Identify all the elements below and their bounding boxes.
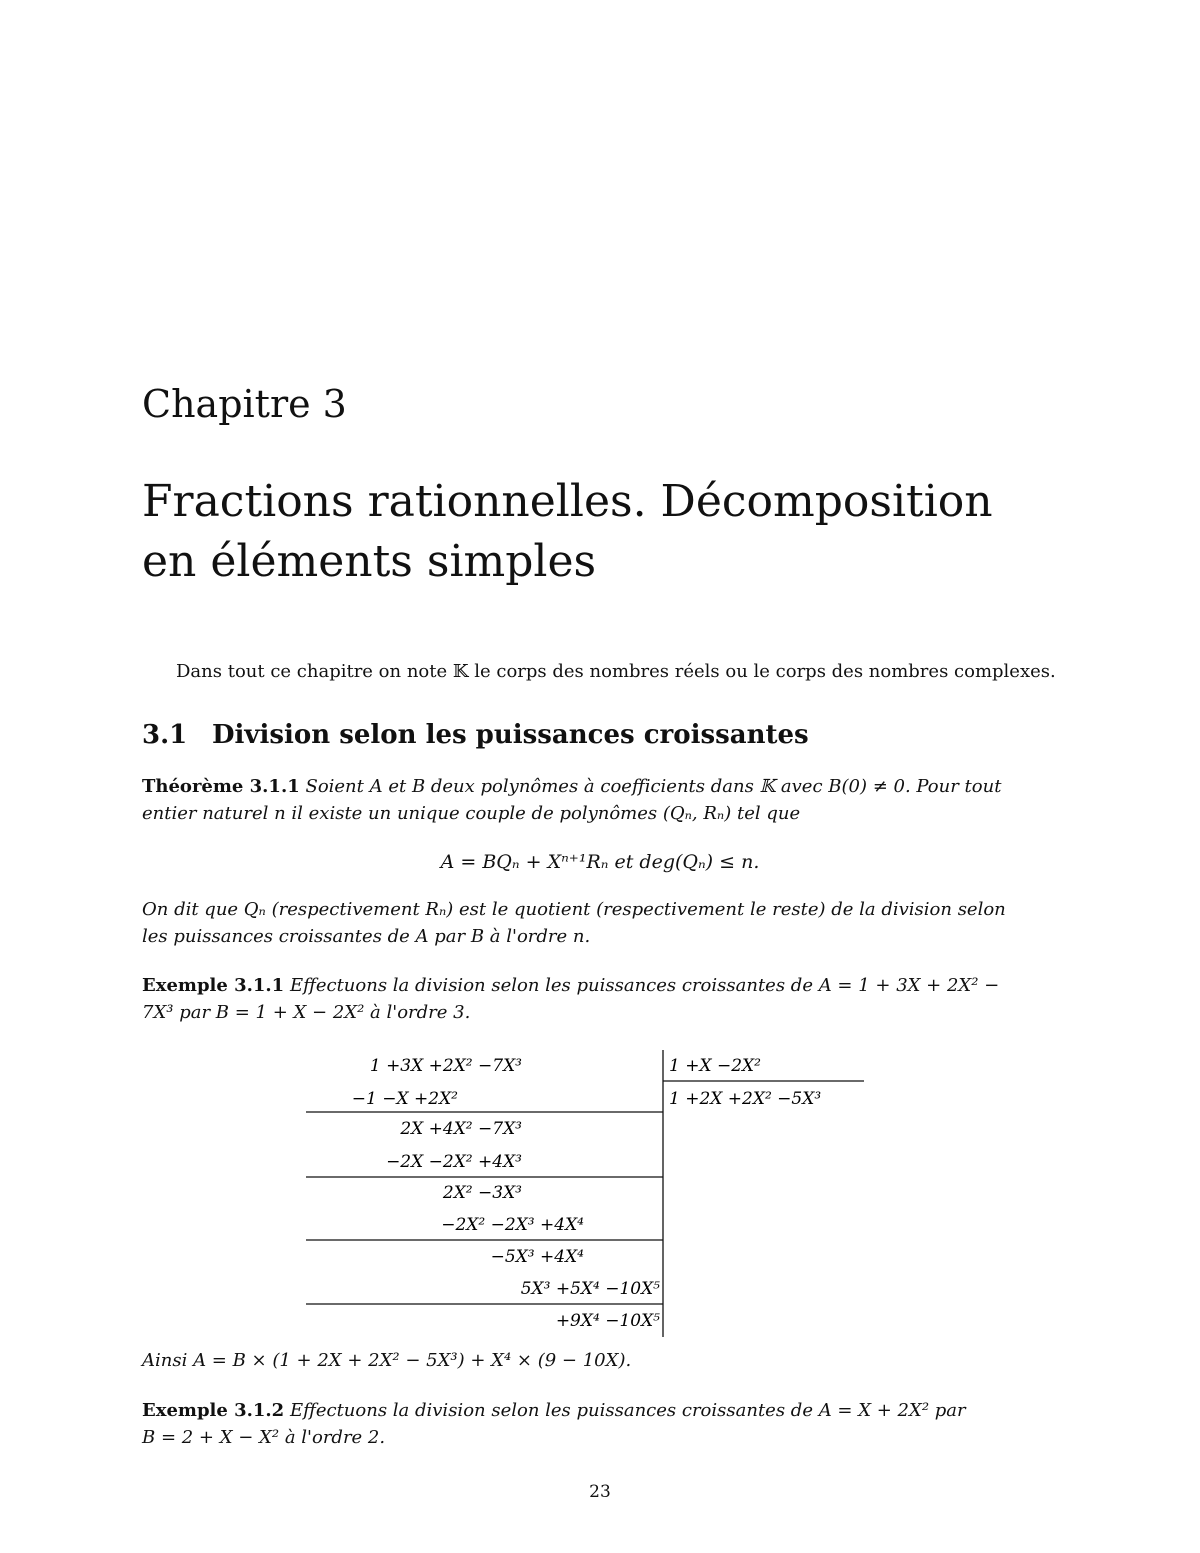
example-1-label: Exemple 3.1.1: [142, 975, 285, 996]
example-1-text-2: 7X³ par B = 1 + X − 2X² à l'ordre 3.: [142, 1002, 471, 1023]
example-2-text-2: B = 2 + X − X² à l'ordre 2.: [142, 1427, 386, 1448]
example-2-text-1: Effectuons la division selon les puissances croissantes de A = X + 2X² par: [289, 1400, 966, 1421]
quotient: 1 +2X +2X² −5X³: [669, 1089, 822, 1109]
example-1-conclusion: Ainsi A = B × (1 + 2X + 2X² − 5X³) + X⁴ × (9 − 10X).: [142, 1350, 632, 1371]
division-row: −2X −2X² +4X³: [386, 1152, 522, 1172]
division-row: −5X³ +4X⁴: [490, 1247, 584, 1267]
chapter-title-line-1: Fractions rationnelles. Décomposition: [142, 476, 993, 527]
theorem-remark-1: On dit que Qₙ (respectivement Rₙ) est le quotient (respectivement le reste) de la division selon: [142, 899, 1006, 920]
theorem-label: Théorème 3.1.1: [142, 776, 300, 797]
theorem-formula: A = BQₙ + Xⁿ⁺¹Rₙ et deg(Qₙ) ≤ n.: [440, 851, 760, 873]
division-row: 1 +3X +2X² −7X³: [369, 1056, 522, 1076]
example-1-text-1: Effectuons la division selon les puissances croissantes de A = 1 + 3X + 2X² −: [289, 975, 1000, 996]
chapter-title-line-2: en éléments simples: [142, 536, 597, 587]
division-row: 2X +4X² −7X³: [400, 1119, 522, 1139]
theorem-text-1: Soient A et B deux polynômes à coefficients dans 𝕂 avec B(0) ≠ 0. Pour tout: [305, 776, 1002, 797]
division-row: −1 −X +2X²: [351, 1089, 458, 1109]
section-number: 3.1: [142, 720, 188, 750]
theorem-remark-2: les puissances croissantes de A par B à l'ordre n.: [142, 926, 591, 947]
divisor: 1 +X −2X²: [669, 1056, 761, 1076]
chapter-label: Chapitre 3: [142, 382, 347, 426]
division-row: 2X² −3X³: [442, 1183, 522, 1203]
division-row: −2X² −2X³ +4X⁴: [441, 1215, 584, 1235]
division-row: +9X⁴ −10X⁵: [555, 1311, 660, 1331]
example-2-line-1: [142, 1400, 966, 1421]
division-row: 5X³ +5X⁴ −10X⁵: [520, 1279, 660, 1299]
section-title: Division selon les puissances croissantes: [212, 720, 809, 750]
page-number: 23: [589, 1482, 611, 1502]
intro-paragraph: Dans tout ce chapitre on note 𝕂 le corps des nombres réels ou le corps des nombres complexes.: [176, 661, 1056, 682]
example-2-label: Exemple 3.1.2: [142, 1400, 285, 1421]
theorem-text-2: entier naturel n il existe un unique couple de polynômes (Qₙ, Rₙ) tel que: [142, 803, 801, 824]
